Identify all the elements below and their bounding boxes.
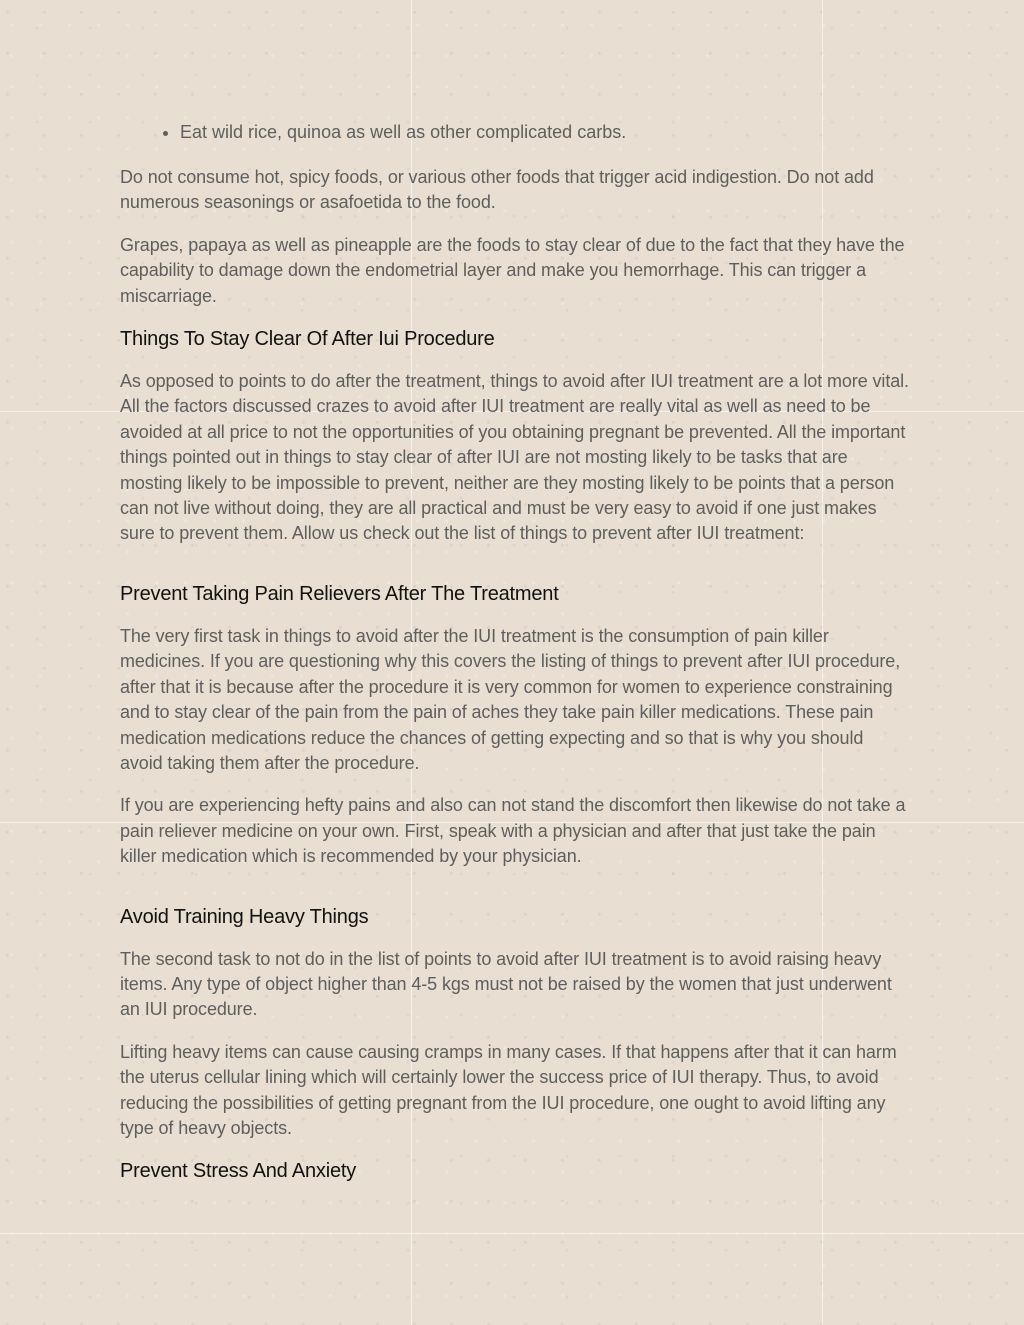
paragraph: Lifting heavy items can cause causing cramps in many cases. If that happens after that it can harm the uterus cellular lining which will certainly lower the success price of IUI therapy. Thus, to avoid reducing the possibilities of getting pregnant from the IUI procedure, one ought to avoid lifting any type of heavy objects. <box>120 1041 897 1138</box>
section-heading: Things To Stay Clear Of After Iui Procedure <box>120 328 495 351</box>
section-heading: Prevent Taking Pain Relievers After The Treatment <box>120 582 559 605</box>
paragraph: As opposed to points to do after the treatment, things to avoid after IUI treatment are a lot more vital. All the factors discussed crazes to avoid after IUI treatment are really vital as well as need to be avoided at all price to not the opportunities of you obtaining pregnant be prevented. All the important things pointed out in things to stay clear of after IUI are not mosting likely to be tasks that are mosting likely to be impossible to prevent, neither are they mosting likely to be points that a person can not live without doing, they are all practical and must be very easy to avoid if one just makes sure to prevent them. Allow us check out the list of things to prevent after IUI treatment: <box>120 371 909 544</box>
section-heading: Avoid Training Heavy Things <box>120 905 369 928</box>
paragraph: The second task to not do in the list of points to avoid after IUI treatment is to avoid raising heavy items. Any type of object higher than 4-5 kgs must not be raised by the women that just underwent an IUI procedure. <box>120 948 892 1020</box>
grid-line <box>0 1233 1024 1234</box>
paragraph: If you are experiencing hefty pains and also can not stand the discomfort then likewise do not take a pain reliever medicine on your own. First, speak with a physician and after that just take the pain killer medication which is recommended by your physician. <box>120 795 906 867</box>
section-heading: Prevent Stress And Anxiety <box>120 1160 357 1183</box>
paragraph: The very first task in things to avoid after the IUI treatment is the consumption of pain killer medicines. If you are questioning why this covers the listing of things to prevent after IUI procedure, after that it is because after the procedure it is very common for women to experience constraining and to stay clear of the pain from the pain of aches they take pain killer medications. These pain medication medications reduce the chances of getting expecting and so that is why you should avoid taking them after the procedure. <box>120 625 901 773</box>
bullet-list <box>120 120 910 145</box>
paragraph: Do not consume hot, spicy foods, or various other foods that trigger acid indigestion. Do not add numerous seasonings or asafoetida to the food. <box>120 167 874 213</box>
paragraph: Grapes, papaya as well as pineapple are the foods to stay clear of due to the fact that they have the capability to damage down the endometrial layer and make you hemorrhage. This can trigger a miscarriage. <box>120 234 905 306</box>
bullet-item: • Eat wild rice, quinoa as well as other complicated carbs. <box>180 120 910 145</box>
document-body <box>120 120 910 1201</box>
